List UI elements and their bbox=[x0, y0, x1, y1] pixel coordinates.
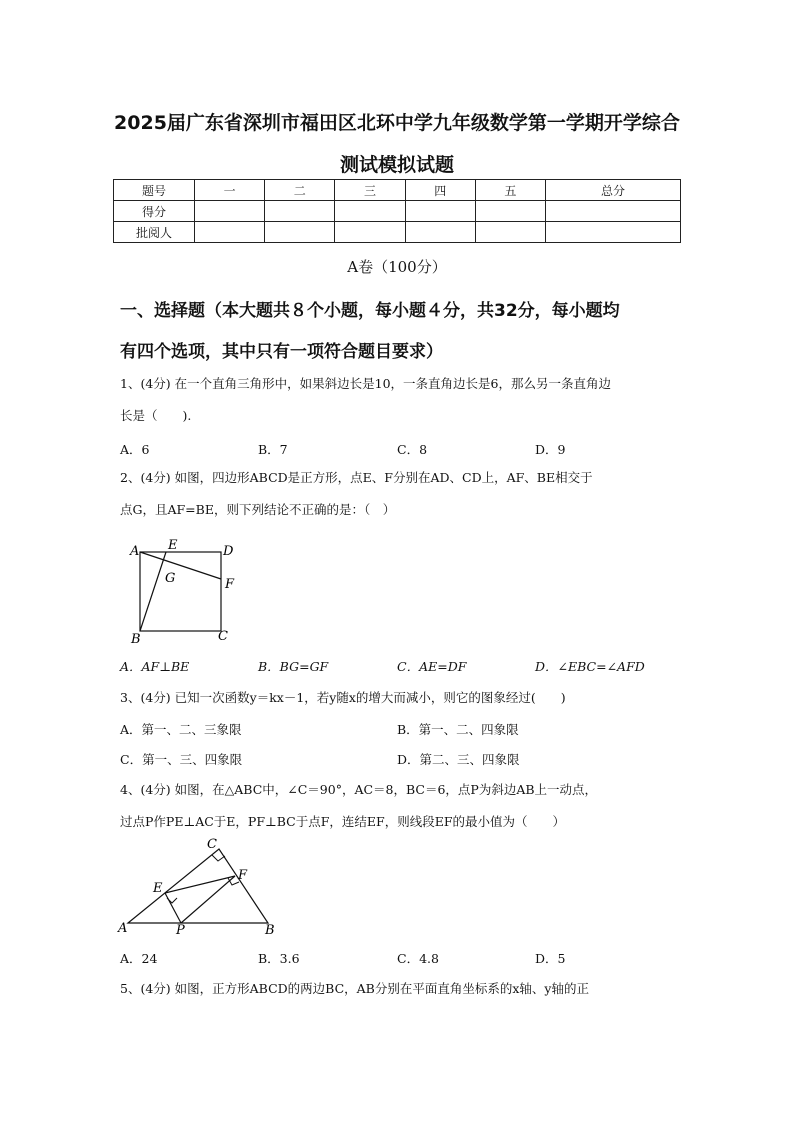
reviewer-row bbox=[114, 222, 681, 243]
q4-label-c: C bbox=[207, 837, 217, 852]
score-cell[interactable] bbox=[475, 201, 545, 222]
row-label: 得分 bbox=[114, 201, 195, 222]
score-row bbox=[114, 201, 681, 222]
q2-label-d: D bbox=[223, 544, 234, 559]
q2-label-g: G bbox=[165, 571, 176, 586]
reviewer-cell[interactable] bbox=[265, 222, 335, 243]
q3-option-b[interactable]: B．第一、二、四象限 bbox=[397, 722, 519, 737]
q2-label-c: C bbox=[218, 629, 228, 644]
q2-label-a: A bbox=[130, 544, 140, 559]
score-cell[interactable] bbox=[265, 201, 335, 222]
q4-triangle-figure bbox=[115, 836, 285, 940]
part1-heading-line1: 一、选择题（本大题共８个小题，每小题４分，共32分，每小题均 bbox=[120, 301, 620, 321]
q3-option-c[interactable]: C．第一、三、四象限 bbox=[120, 752, 243, 767]
q4-label-f: F bbox=[238, 868, 248, 883]
q2-label-b: B bbox=[131, 632, 141, 647]
q4-label-e: E bbox=[153, 881, 163, 896]
q2-option-a[interactable]: A．AF⊥BE bbox=[120, 659, 190, 674]
q2-option-d[interactable]: D．∠EBC=∠AFD bbox=[535, 659, 645, 674]
q4-option-b[interactable]: B．3.6 bbox=[258, 951, 300, 966]
q4-option-d[interactable]: D．5 bbox=[535, 951, 566, 966]
header-cell: 四 bbox=[405, 180, 475, 201]
row-label: 批阅人 bbox=[114, 222, 195, 243]
reviewer-cell[interactable] bbox=[405, 222, 475, 243]
score-cell[interactable] bbox=[195, 201, 265, 222]
score-cell[interactable] bbox=[335, 201, 405, 222]
q4-label-p: P bbox=[176, 923, 185, 938]
header-cell: 三 bbox=[335, 180, 405, 201]
header-cell: 总分 bbox=[546, 180, 681, 201]
q1-option-a[interactable]: A．6 bbox=[120, 442, 150, 457]
score-table-header-row bbox=[114, 180, 681, 201]
reviewer-cell[interactable] bbox=[475, 222, 545, 243]
reviewer-cell[interactable] bbox=[546, 222, 681, 243]
section-a-title: A卷（100分） bbox=[347, 258, 447, 276]
header-cell: 题号 bbox=[114, 180, 195, 201]
q2-text-line1: 2、(4分) 如图，四边形ABCD是正方形，点E、F分别在AD、CD上，AF、BE相交于 bbox=[120, 470, 593, 485]
q4-label-b: B bbox=[265, 923, 275, 938]
q1-text-line2: 长是（ ). bbox=[120, 408, 192, 423]
q4-text-line2: 过点P作PE⊥AC于E，PF⊥BC于点F，连结EF，则线段EF的最小值为（ ） bbox=[120, 814, 566, 829]
q3-text-line1: 3、(4分) 已知一次函数y＝kx－1，若y随x的增大而减小，则它的图象经过( ) bbox=[120, 690, 566, 705]
score-table bbox=[113, 179, 681, 243]
q4-option-c[interactable]: C．4.8 bbox=[397, 951, 439, 966]
q2-option-c[interactable]: C．AE=DF bbox=[397, 659, 467, 674]
reviewer-cell[interactable] bbox=[335, 222, 405, 243]
q5-text-line1: 5、(4分) 如图，正方形ABCD的两边BC，AB分别在平面直角坐标系的x轴、y轴的正 bbox=[120, 981, 589, 996]
q2-label-e: E bbox=[168, 538, 178, 553]
q1-option-c[interactable]: C．8 bbox=[397, 442, 428, 457]
q2-option-b[interactable]: B．BG=GF bbox=[258, 659, 329, 674]
reviewer-cell[interactable] bbox=[195, 222, 265, 243]
q2-text-line2: 点G，且AF=BE，则下列结论不正确的是：（ ） bbox=[120, 502, 396, 517]
exam-title-line2: 测试模拟试题 bbox=[339, 154, 454, 176]
exam-title-line1: 2025届广东省深圳市福田区北环中学九年级数学第一学期开学综合 bbox=[114, 112, 680, 134]
q1-option-d[interactable]: D．9 bbox=[535, 442, 566, 457]
q2-square-figure bbox=[125, 536, 245, 648]
q1-text-line1: 1、(4分) 在一个直角三角形中，如果斜边长是10，一条直角边长是6，那么另一条直角边 bbox=[120, 376, 611, 391]
q2-label-f: F bbox=[225, 577, 235, 592]
q4-label-a: A bbox=[118, 921, 128, 936]
q4-option-a[interactable]: A．24 bbox=[120, 951, 158, 966]
q4-text-line1: 4、(4分) 如图，在△ABC中，∠C＝90°，AC＝8，BC＝6，点P为斜边AB上一动点， bbox=[120, 782, 598, 797]
q3-option-a[interactable]: A．第一、二、三象限 bbox=[120, 722, 242, 737]
header-cell: 五 bbox=[475, 180, 545, 201]
header-cell: 一 bbox=[195, 180, 265, 201]
q3-option-d[interactable]: D．第二、三、四象限 bbox=[397, 752, 520, 767]
header-cell: 二 bbox=[265, 180, 335, 201]
score-cell[interactable] bbox=[546, 201, 681, 222]
score-cell[interactable] bbox=[405, 201, 475, 222]
part1-heading-line2: 有四个选项，其中只有一项符合题目要求） bbox=[120, 342, 443, 362]
q1-option-b[interactable]: B．7 bbox=[258, 442, 288, 457]
